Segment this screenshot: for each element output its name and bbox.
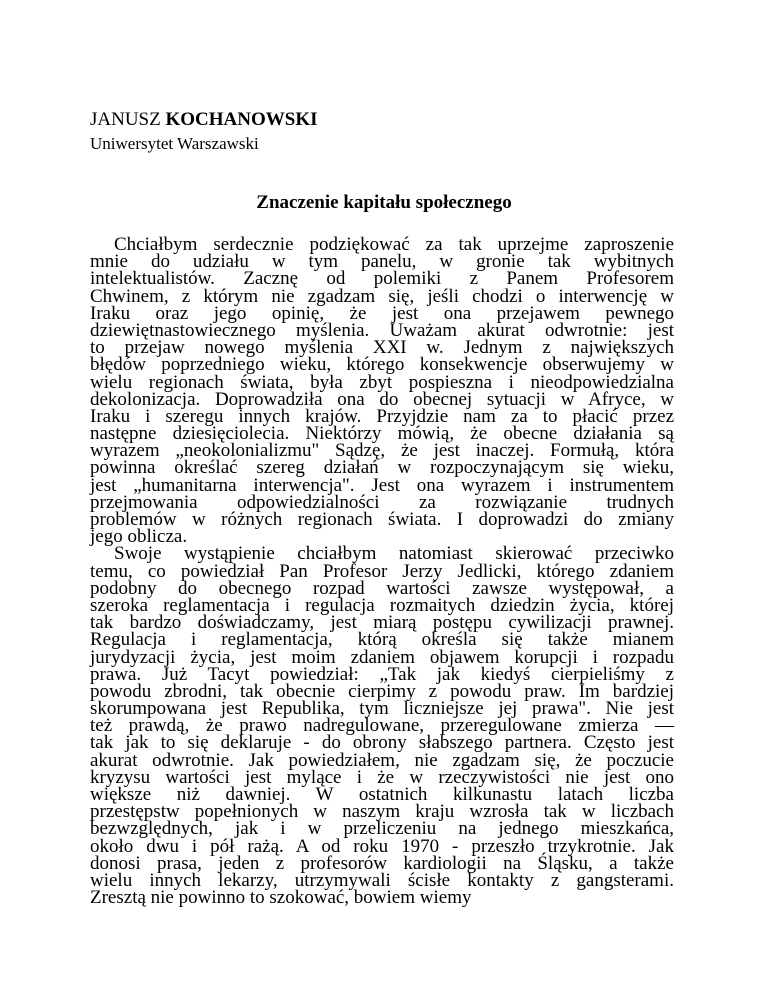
body-line: powodu zbrodni, tak obecnie cierpimy z powodu praw. Im bardziej [90,680,674,702]
body-line: Chwinem, z którym nie zgadzam się, jeśli chodzi o interwencję w [90,285,674,307]
body-line: Zresztą nie powinno to szokować, bowiem wiemy [90,887,472,909]
body-line: mnie do udziału w tym panelu, w gronie tak wybitnych [90,251,674,273]
body-line: Chciałbym serdecznie podziękować za tak uprzejme zaproszenie [114,234,674,255]
body-line: jest „humanitarna interwencja". Jest ona wyrazem i instrumentem [90,474,674,496]
body-line: tak jak to się deklaruje - do obrony słabszego partnera. Często jest [90,732,674,754]
body-line: też prawdą, że prawo nadregulowane, przeregulowane zmierza — [90,715,674,737]
body-line: Swoje wystąpienie chciałbym natomiast skierować przeciwko [114,543,674,565]
body-line: przejmowania odpowiedzialności za rozwiązanie trudnych [90,491,674,513]
body-line: wielu innych lekarzy, utrzymywali ścisłe kontakty z gangsterami. [90,869,674,891]
body-line: powinna określać szereg działań w rozpoczynającym się wieku, [90,457,674,479]
body-line: przestępstw popełnionych w naszym kraju wzrosła tak w liczbach [90,801,674,823]
body-line: Regulacja i reglamentacja, którą określa się także mianem [90,629,674,651]
body-line: to przejaw nowego myślenia XXI w. Jednym z największych [90,337,674,359]
author-affiliation: Uniwersytet Warszawski [90,134,259,153]
body-line: błędów poprzedniego wieku, którego konsekwencje obserwujemy w [90,354,674,376]
body-line: około dwu i pół rażą. A od roku 1970 - przeszło trzykrotnie. Jak [90,835,674,857]
body-line: wyrazem „neokolonializmu" Sądzę, że jest inaczej. Formułą, która [90,440,674,462]
body-line: skorumpowana jest Republika, tym liczniejsze jej prawa". Nie jest [90,698,674,720]
body-line: kryzysu wartości jest mylące i że w rzeczywistości nie jest ono [90,766,674,788]
body-line: akurat odwrotnie. Jak powiedziałem, nie zgadzam się, że poczucie [90,749,674,771]
article-title: Znaczenie kapitału społecznego [256,192,512,213]
body-line: bezwzględnych, jak i w przeliczeniu na jednego mieszkańca, [90,818,674,840]
body-line: donosi prasa, jeden z profesorów kardiologii na Śląsku, a także [90,852,674,874]
body-line: podobny do obecnego rozpad wartości zawsze występował, a [90,577,674,599]
body-line: następne dziesięciolecia. Niektórzy mówią, że obecne działania są [90,423,674,445]
author-last-name: KOCHANOWSKI [165,109,318,130]
body-line: jego oblicza. [90,526,188,548]
body-line: dekolonizacja. Doprowadziła ona do obecnej sytuacji w Afryce, w [90,388,674,410]
body-line: problemów w różnych regionach świata. I doprowadzi do zmiany [90,509,674,530]
body-line: prawa. Już Tacyt powiedział: „Tak jak kiedyś cierpieliśmy z [90,663,674,685]
author-name [90,108,318,132]
body-line: Iraku oraz jego opinię, że jest ona przejawem pewnego [90,302,674,324]
body-line: Iraku i szeregu innych krajów. Przyjdzie nam za to płacić przez [90,405,674,427]
body-line: jurydyzacji życia, jest moim zdaniem objawem korupcji i rozpadu [90,646,674,668]
body-line: większe niż dawniej. W ostatnich kilkunastu latach liczba [90,784,674,805]
body-line: dziewiętnastowiecznego myślenia. Uważam akurat odwrotnie: jest [90,319,674,341]
body-line: szeroka reglamentacja i regulacja rozmaitych dziedzin życia, której [90,594,674,616]
body-line: wielu regionach świata, była zbyt pospieszna i nieodpowiedzialna [90,371,674,393]
body-line: intelektualistów. Zacznę od polemiki z Panem Profesorem [90,268,674,290]
body-line: temu, co powiedział Pan Profesor Jerzy Jedlicki, którego zdaniem [90,560,674,582]
author-first-name: JANUSZ [90,109,161,130]
body-line: tak bardzo doświadczamy, jest miarą postępu cywilizacji prawnej. [90,612,674,634]
article-body [90,234,674,909]
